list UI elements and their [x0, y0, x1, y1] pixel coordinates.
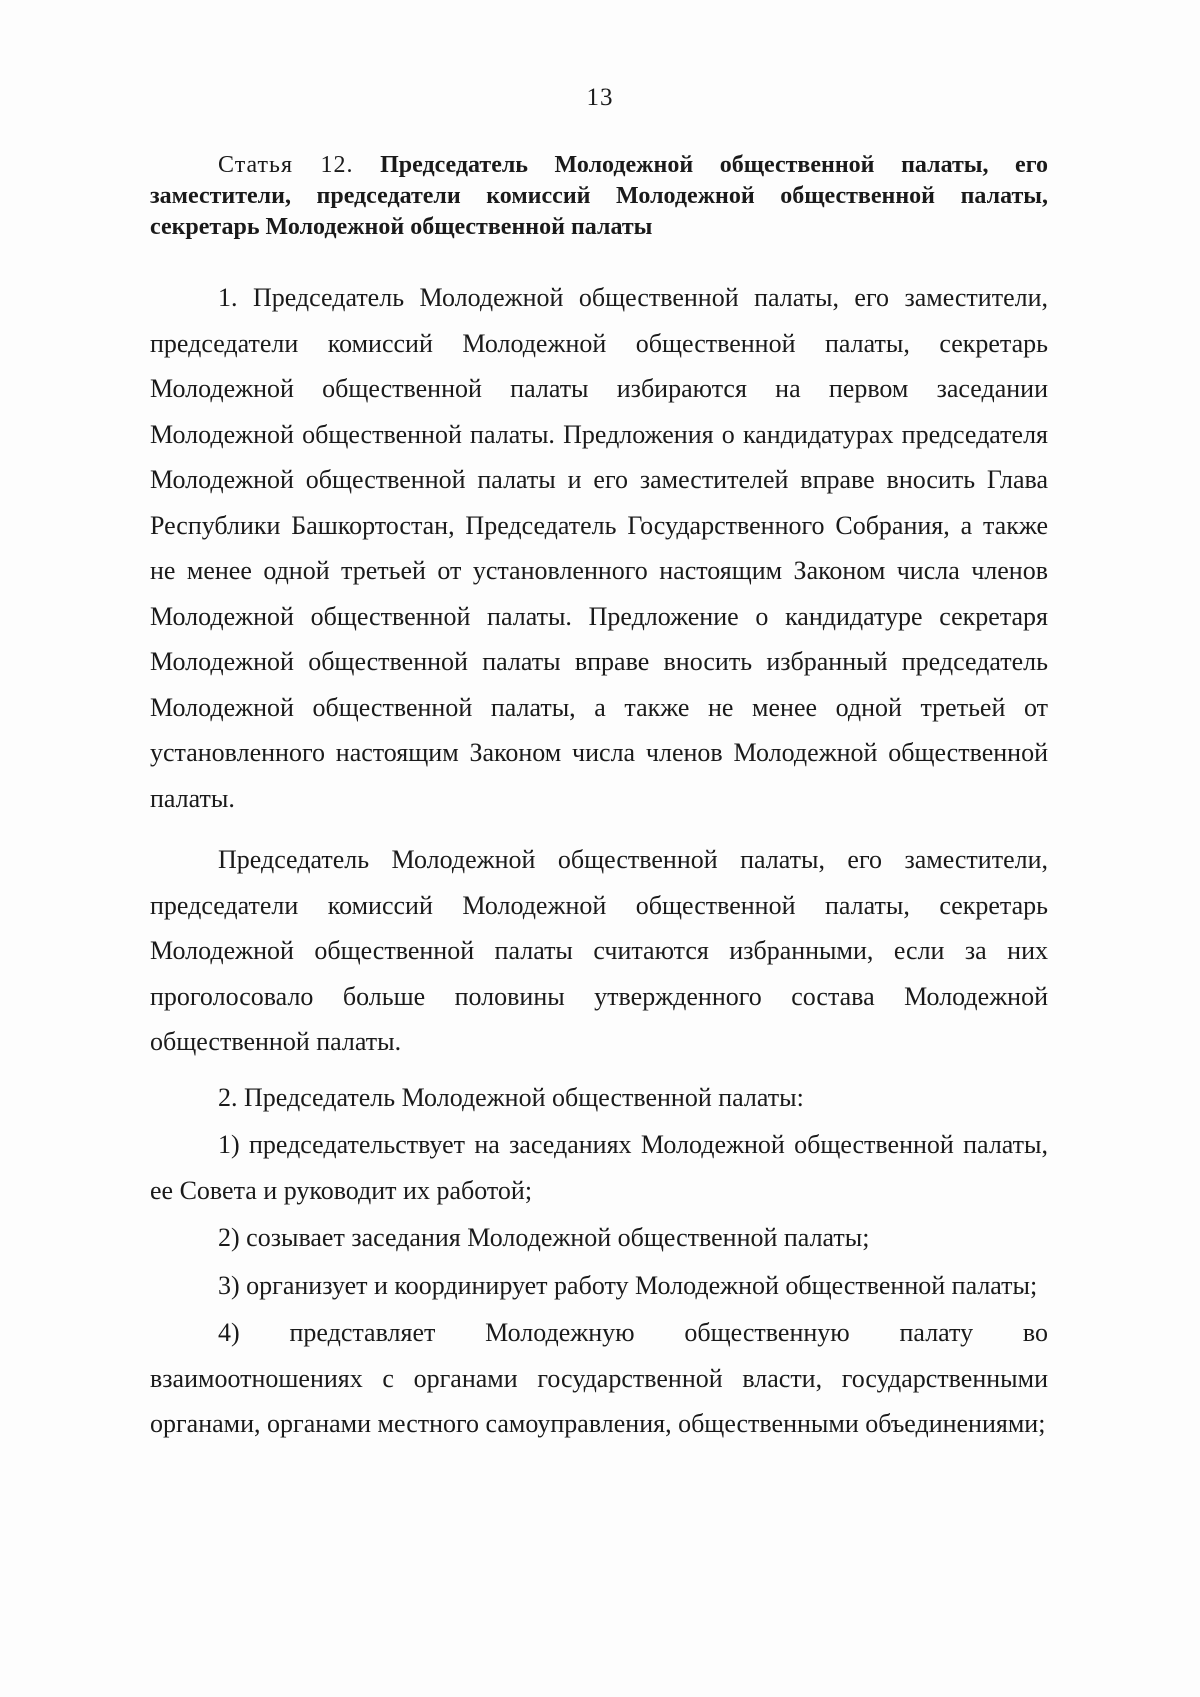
list-item-3: 3) организует и координирует работу Молодежной общественной палаты; — [218, 1270, 1038, 1300]
list-item-2: 2) созывает заседания Молодежной общественной палаты; — [218, 1223, 870, 1252]
article-number: Статья 12. — [218, 152, 354, 178]
paragraph-1: 1. Председатель Молодежной общественной палаты, его заместители, председатели комиссий Молодежной общественной палаты, секретарь Молодежной общественной палаты избираются на первом заседании Молодежной общественной палаты. Предложения о кандидатурах председателя Молодежной общественной палаты и его заместителей вправе вносить Глава Республики Башкортостан, Председатель Государственного Собрания, а также не менее одной третьей от установленного настоящим Законом числа членов Молодежной общественной палаты. Предложение о кандидатуре секретаря Молодежной общественной палаты вправе вносить избранный председатель Молодежной общественной палаты, а также не менее одной третьей от установленного настоящим Законом числа членов Молодежной общественной палаты. — [150, 283, 1048, 813]
page-number: 13 — [586, 84, 614, 111]
article-heading — [150, 150, 1048, 243]
paragraph-3: 2. Председатель Молодежной общественной палаты: — [218, 1082, 804, 1112]
list-item-1: 1) председательствует на заседаниях Молодежной общественной палаты, ее Совета и руководит их работой; — [150, 1130, 1048, 1205]
paragraph-2: Председатель Молодежной общественной палаты, его заместители, председатели комиссий Молодежной общественной палаты, секретарь Молодежной общественной палаты считаются избранными, если за них проголосовало больше половины утвержденного состава Молодежной общественной палаты. — [150, 845, 1048, 1056]
article-title: Председатель Молодежной общественной палаты, его заместители, председатели комиссий Молодежной общественной палаты, секретарь Молодежной общественной палаты — [150, 152, 1048, 240]
list-item-4: 4) представляет Молодежную общественную палату во взаимоотношениях с органами государственной власти, государственными органами, органами местного самоуправления, общественными объединениями; — [150, 1318, 1048, 1438]
document-body — [150, 150, 1048, 1447]
